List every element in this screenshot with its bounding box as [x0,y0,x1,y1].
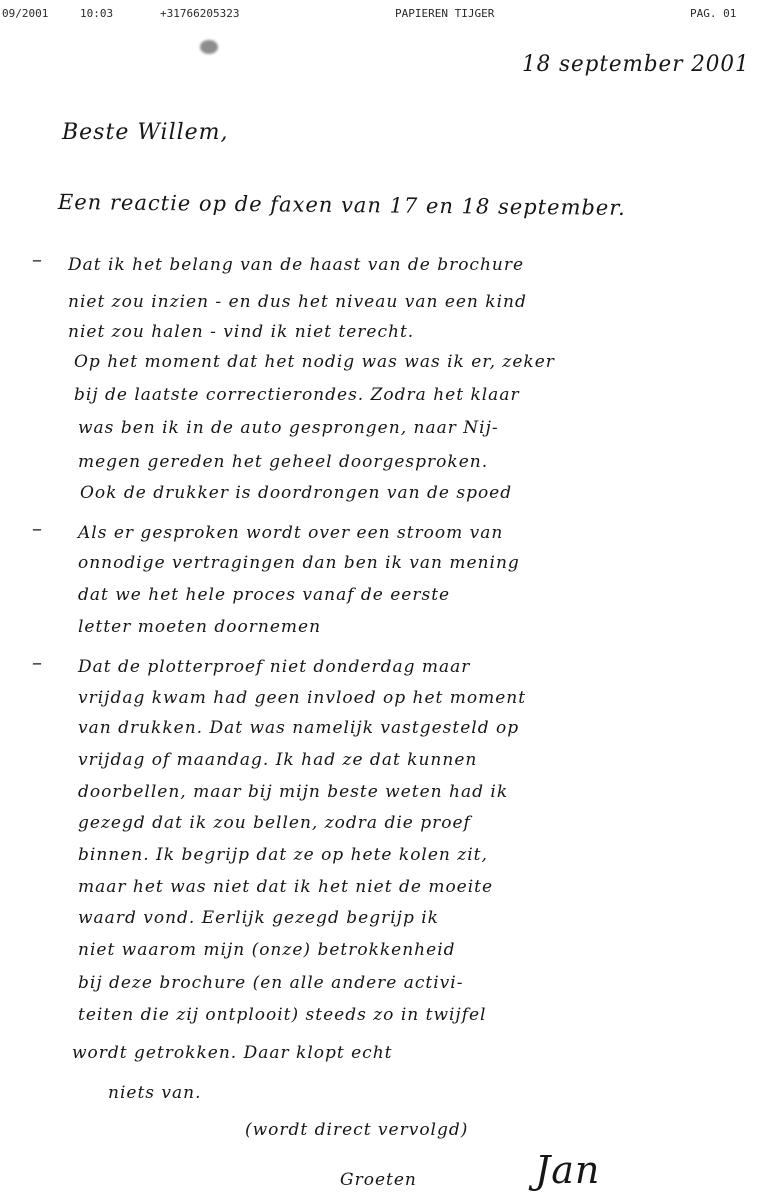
paragraph-line: was ben ik in de auto gesprongen, naar Nij- [78,418,499,438]
paragraph-line: van drukken. Dat was namelijk vastgesteld op [78,718,520,738]
paragraph-line: vrijdag of maandag. Ik had ze dat kunnen [78,750,478,770]
closing: Groeten [340,1170,417,1190]
paragraph-line: gezegd dat ik zou bellen, zodra die proef [78,813,471,833]
paragraph-line: niet zou inzien - en dus het niveau van een kind [68,292,527,312]
paragraph-line: teiten die zij ontplooit) steeds zo in twijfel [78,1005,487,1025]
paragraph-line: doorbellen, maar bij mijn beste weten had ik [78,782,509,802]
paragraph-line: megen gereden het geheel doorgesproken. [78,452,489,472]
fax-sender: PAPIEREN TIJGER [395,7,495,20]
bullet-dash: – [32,516,42,540]
salutation: Beste Willem, [62,120,229,145]
paragraph-line: onnodige vertragingen dan ben ik van mening [78,553,520,573]
paragraph-line: Dat de plotterproef niet donderdag maar [78,657,471,677]
paragraph-line: niet waarom mijn (onze) betrokkenheid [78,940,456,960]
paragraph-line: maar het was niet dat ik het niet de moeite [78,877,494,897]
paragraph-line: Als er gesproken wordt over een stroom van [78,523,504,543]
paragraph-line: Ook de drukker is doordrongen van de spoed [80,483,513,503]
fax-page-number: PAG. 01 [690,7,737,20]
paragraph-line: dat we het hele proces vanaf de eerste [78,585,451,605]
paragraph-line: bij deze brochure (en alle andere activi- [78,973,464,993]
continued-note: (wordt direct vervolgd) [245,1120,469,1140]
paragraph-line: niets van. [108,1083,202,1103]
bullet-dash: – [32,247,42,271]
paragraph-line: wordt getrokken. Daar klopt echt [72,1043,393,1063]
fax-date: 09/2001 [2,7,49,20]
intro-line: Een reactie op de faxen van 17 en 18 september. [57,190,626,220]
paragraph-line: bij de laatste correctierondes. Zodra het klaar [74,385,520,405]
letter-date: 18 september 2001 [522,52,750,77]
paragraph-line: Op het moment dat het nodig was was ik er, zeker [74,352,555,372]
paragraph-line: waard vond. Eerlijk gezegd begrijp ik [78,908,439,928]
paragraph-line: Dat ik het belang van de haast van de brochure [68,255,525,275]
paragraph-line: niet zou halen - vind ik niet terecht. [68,322,415,342]
paragraph-line: binnen. Ik begrijp dat ze op hete kolen zit, [78,845,488,865]
fax-phone-number: +31766205323 [160,7,240,20]
fax-time: 10:03 [80,7,114,20]
paragraph-line: vrijdag kwam had geen invloed op het moment [78,688,527,708]
signature: Jan [535,1148,601,1192]
paragraph-line: letter moeten doornemen [78,617,322,637]
bullet-dash: – [32,650,42,674]
